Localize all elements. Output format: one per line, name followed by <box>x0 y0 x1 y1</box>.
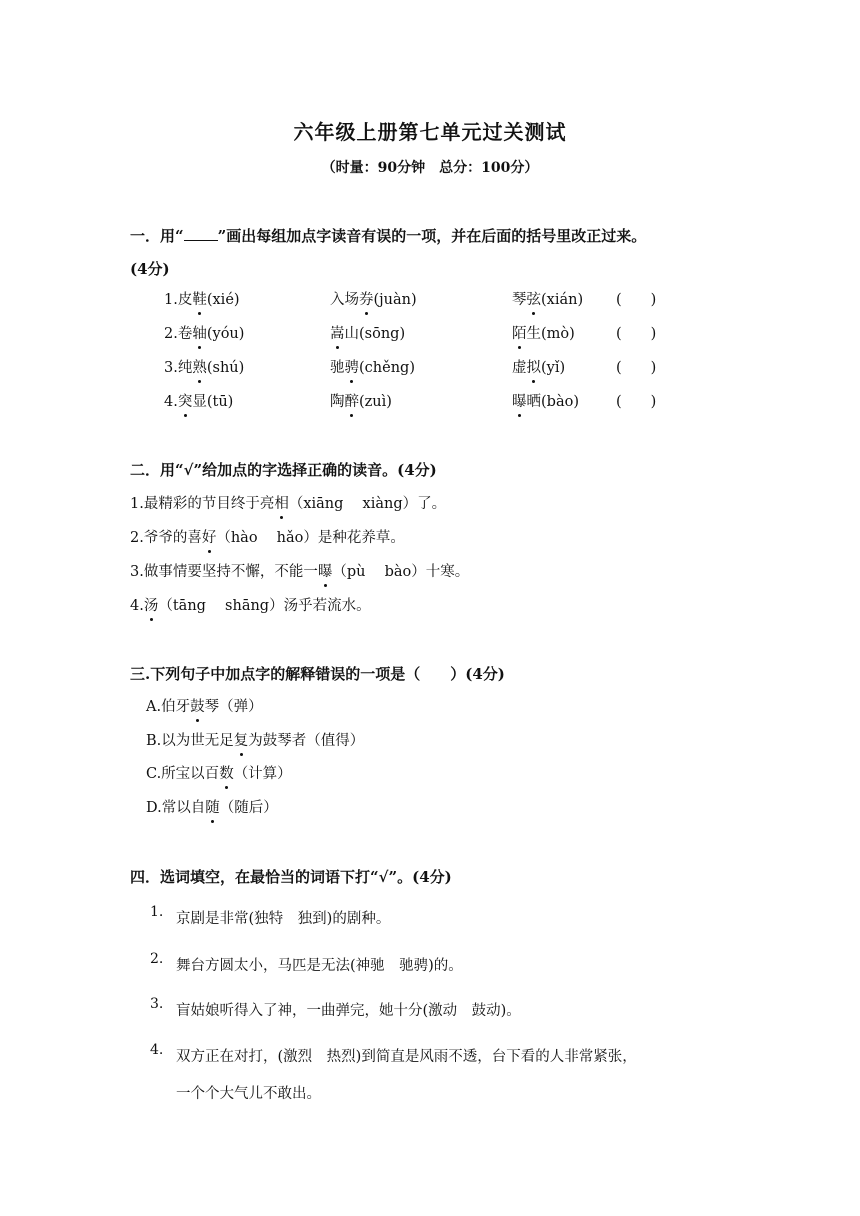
text-fragment: C.所宝以百 <box>146 766 220 782</box>
page-title: 六年级上册第七单元过关测试 <box>293 120 567 144</box>
text-fragment: (juàn) <box>373 292 417 308</box>
page-subtitle: （时量：90分钟 总分：100分） <box>321 160 539 176</box>
q1-row2-answer-paren[interactable]: ( ) <box>616 326 657 342</box>
text-fragment: 3.做事情要坚持不懈，不能一 <box>130 564 318 580</box>
q3-option-b <box>146 729 364 750</box>
text-fragment: 山(sōng) <box>344 326 406 342</box>
text-fragment: 陶 <box>330 394 345 410</box>
q1-row1-col-b <box>330 288 417 309</box>
emphasis-dot-char: 好 <box>202 526 217 547</box>
text-fragment: B.以为世无足 <box>146 733 234 749</box>
text-fragment: （随后） <box>219 800 278 816</box>
q1-row3-col-a <box>164 356 244 377</box>
text-fragment: 为鼓琴者（值得） <box>248 733 365 749</box>
q1-score: (4分) <box>130 260 170 278</box>
q2-item-3 <box>130 560 469 581</box>
emphasis-dot-char: 鼓 <box>190 695 205 716</box>
text-fragment: 驰 <box>330 360 345 376</box>
q1-blank-line <box>184 228 218 241</box>
q3-option-c <box>146 762 292 783</box>
q2-item-1 <box>130 492 446 513</box>
text-fragment: （pù bào）十寒。 <box>332 564 470 580</box>
q4-item-1-text: 京剧是非常(独特 独到)的剧种。 <box>176 911 391 927</box>
q1-row3-col-b <box>330 356 415 377</box>
q4-item-4-text: 双方正在对打，(激烈 热烈)到简直是风雨不透，台下看的人非常紧张， <box>176 1049 637 1065</box>
emphasis-dot-char: 相 <box>274 492 289 513</box>
q4-item-1-number: 1. <box>150 904 164 920</box>
emphasis-dot-char: 熟 <box>192 356 207 377</box>
text-fragment: (zuì) <box>359 394 392 410</box>
text-fragment: （计算） <box>233 766 292 782</box>
text-fragment: 显(tū) <box>192 394 234 410</box>
q4-item-3-number: 3. <box>150 996 164 1012</box>
text-fragment: 2.卷 <box>164 326 193 342</box>
q2-item-4 <box>130 594 371 615</box>
q1-row4-col-a <box>164 390 233 411</box>
q1-row4-col-c <box>512 390 579 411</box>
emphasis-dot-char: 随 <box>205 796 220 817</box>
emphasis-dot-char: 券 <box>359 288 374 309</box>
q3-option-a <box>146 695 263 716</box>
q1-row2-col-c <box>512 322 575 343</box>
emphasis-dot-char: 突 <box>178 390 193 411</box>
text-fragment: (shú) <box>206 360 245 376</box>
text-fragment: 1.皮 <box>164 292 193 308</box>
emphasis-dot-char: 陌 <box>512 322 527 343</box>
q1-row1-col-c <box>512 288 583 309</box>
q1-row2-col-b <box>330 322 405 343</box>
text-fragment: （hào hǎo）是种花养草。 <box>216 530 405 546</box>
emphasis-dot-char: 汤 <box>144 594 159 615</box>
q1-heading-post: ”画出每组加点字读音有误的一项，并在后面的括号里改正过来。 <box>217 227 647 245</box>
q2-item-2 <box>130 526 405 547</box>
emphasis-dot-char: 骋 <box>345 356 360 377</box>
q4-heading: 四．选词填空，在最恰当的词语下打“√”。(4分) <box>130 868 452 886</box>
q3-option-d <box>146 796 278 817</box>
text-fragment: 4. <box>164 394 178 410</box>
text-fragment: A.伯牙 <box>146 699 191 715</box>
emphasis-dot-char: 拟 <box>527 356 542 377</box>
text-fragment: 4. <box>130 598 144 614</box>
text-fragment: 入场 <box>330 292 359 308</box>
text-fragment: 晒(bào) <box>526 394 579 410</box>
q1-row1-col-a <box>164 288 240 309</box>
text-fragment: 虚 <box>512 360 527 376</box>
text-fragment: （xiāng xiàng）了。 <box>288 496 447 512</box>
text-fragment: 1.最精彩的节目终于亮 <box>130 496 275 512</box>
text-fragment: (yǐ) <box>541 360 566 376</box>
text-fragment: 2.爷爷的喜 <box>130 530 202 546</box>
text-fragment: 琴（弹） <box>204 699 263 715</box>
q1-row4-col-b <box>330 390 392 411</box>
text-fragment: 生(mò) <box>526 326 575 342</box>
q4-item-4-text-continued: 一个个大气儿不敢出。 <box>176 1086 321 1102</box>
text-fragment: (chěng) <box>359 360 415 376</box>
emphasis-dot-char: 嵩 <box>330 322 345 343</box>
q4-item-2-number: 2. <box>150 951 164 967</box>
q4-item-3-text: 盲姑娘听得入了神，一曲弹完，她十分(激动 鼓动)。 <box>176 1003 521 1019</box>
q1-row4-answer-paren[interactable]: ( ) <box>616 394 657 410</box>
emphasis-dot-char: 弦 <box>527 288 542 309</box>
text-fragment: 3.纯 <box>164 360 193 376</box>
q1-row1-answer-paren[interactable]: ( ) <box>616 292 657 308</box>
q4-item-2-text: 舞台方圆太小，马匹是无法(神驰 驰骋)的。 <box>176 958 463 974</box>
q1-heading <box>130 225 646 246</box>
text-fragment: D.常以自 <box>146 800 206 816</box>
q2-heading: 二．用“√”给加点的字选择正确的读音。(4分) <box>130 461 437 479</box>
emphasis-dot-char: 复 <box>234 729 249 750</box>
q1-row3-answer-paren[interactable]: ( ) <box>616 360 657 376</box>
emphasis-dot-char: 鞋 <box>192 288 207 309</box>
text-fragment: (yóu) <box>206 326 245 342</box>
text-fragment: （tāng shāng）汤乎若流水。 <box>158 598 371 614</box>
q4-item-4-number: 4. <box>150 1042 164 1058</box>
emphasis-dot-char: 醉 <box>345 390 360 411</box>
emphasis-dot-char: 曝 <box>318 560 333 581</box>
q1-row3-col-c <box>512 356 565 377</box>
q1-heading-pre: 一．用“ <box>130 227 184 245</box>
emphasis-dot-char: 数 <box>219 762 234 783</box>
emphasis-dot-char: 曝 <box>512 390 527 411</box>
emphasis-dot-char: 轴 <box>192 322 207 343</box>
text-fragment: (xié) <box>206 292 240 308</box>
q3-heading: 三.下列句子中加点字的解释错误的一项是（ ）(4分) <box>130 665 505 683</box>
q1-row2-col-a <box>164 322 244 343</box>
text-fragment: 琴 <box>512 292 527 308</box>
text-fragment: (xián) <box>541 292 584 308</box>
